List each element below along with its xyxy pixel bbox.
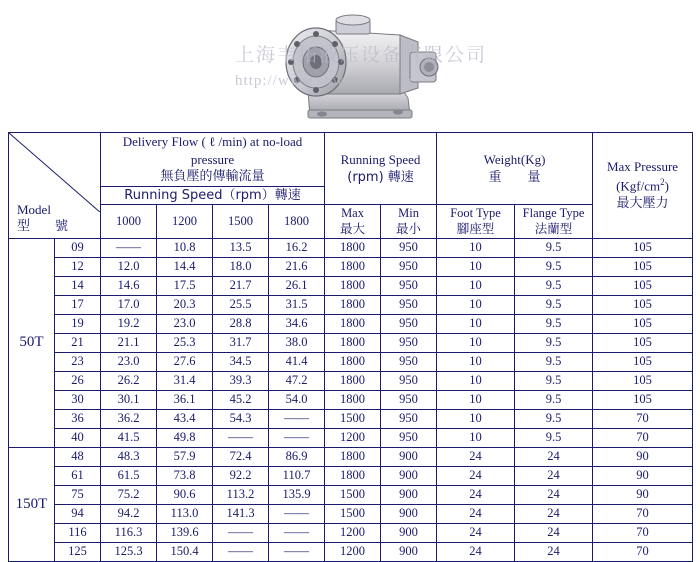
row-flow-1200: 25.3 [157, 333, 213, 352]
row-weight-flange: 9.5 [515, 295, 593, 314]
row-size: 125 [55, 542, 101, 561]
header-weight [437, 133, 593, 205]
table-header-row-1 [9, 133, 693, 187]
row-max-pressure: 105 [593, 238, 693, 257]
running-speed-cn: (rpm) 轉速 [347, 169, 414, 185]
row-weight-foot: 10 [437, 409, 515, 428]
row-weight-flange: 9.5 [515, 276, 593, 295]
row-flow-1500: 25.5 [213, 295, 269, 314]
row-max-pressure: 70 [593, 428, 693, 447]
header-speed-max-en: Max [341, 206, 364, 221]
row-flow-1000: 14.6 [101, 276, 157, 295]
row-max-pressure: 90 [593, 485, 693, 504]
row-flow-1500: 39.3 [213, 371, 269, 390]
header-speed-max [325, 205, 381, 239]
row-flow-1800: 86.9 [269, 447, 325, 466]
header-running-speed [325, 133, 437, 205]
table-body [9, 238, 693, 561]
row-flow-1500: 54.3 [213, 409, 269, 428]
row-weight-foot: 10 [437, 276, 515, 295]
row-size: 09 [55, 238, 101, 257]
row-flow-1800: —— [269, 428, 325, 447]
diagonal-divider-icon [9, 133, 100, 212]
row-size: 61 [55, 466, 101, 485]
hydraulic-gear-pump-photo [250, 2, 450, 128]
table-row [9, 333, 693, 352]
row-flow-1200: 10.8 [157, 238, 213, 257]
row-weight-foot: 10 [437, 257, 515, 276]
row-speed-max: 1800 [325, 314, 381, 333]
row-speed-min: 950 [381, 333, 437, 352]
row-flow-1200: 14.4 [157, 257, 213, 276]
row-max-pressure: 105 [593, 295, 693, 314]
row-weight-flange: 9.5 [515, 428, 593, 447]
row-flow-1500: —— [213, 542, 269, 561]
row-flow-1500: —— [213, 428, 269, 447]
row-speed-min: 900 [381, 523, 437, 542]
row-weight-flange: 9.5 [515, 314, 593, 333]
row-speed-max: 1200 [325, 428, 381, 447]
row-speed-min: 900 [381, 504, 437, 523]
row-flow-1200: 90.6 [157, 485, 213, 504]
row-weight-flange: 9.5 [515, 371, 593, 390]
row-weight-foot: 10 [437, 352, 515, 371]
row-weight-flange: 9.5 [515, 333, 593, 352]
row-weight-foot: 10 [437, 314, 515, 333]
header-max-pressure [593, 133, 693, 239]
header-speed-1200: 1200 [157, 205, 213, 239]
specification-table [8, 132, 693, 562]
row-size: 23 [55, 352, 101, 371]
row-speed-min: 950 [381, 371, 437, 390]
row-flow-1800: 31.5 [269, 295, 325, 314]
table-row [9, 390, 693, 409]
row-size: 26 [55, 371, 101, 390]
row-weight-foot: 10 [437, 295, 515, 314]
row-max-pressure: 105 [593, 257, 693, 276]
row-speed-min: 950 [381, 257, 437, 276]
header-delivery-flow [101, 133, 325, 187]
row-speed-max: 1800 [325, 390, 381, 409]
row-flow-1800: —— [269, 504, 325, 523]
row-size: 75 [55, 485, 101, 504]
row-max-pressure: 90 [593, 466, 693, 485]
row-flow-1800: —— [269, 542, 325, 561]
row-speed-min: 950 [381, 276, 437, 295]
table-row [9, 314, 693, 333]
row-speed-max: 1200 [325, 542, 381, 561]
row-flow-1000: 36.2 [101, 409, 157, 428]
row-weight-foot: 24 [437, 447, 515, 466]
table-row [9, 238, 693, 257]
row-size: 30 [55, 390, 101, 409]
row-weight-flange: 24 [515, 466, 593, 485]
max-pressure-unit-main: (Kgf/cm [616, 178, 661, 194]
row-flow-1200: 27.6 [157, 352, 213, 371]
row-flow-1000: 21.1 [101, 333, 157, 352]
max-pressure-unit [593, 176, 692, 195]
delivery-flow-cn: 無負壓的傳輸流量 [160, 169, 265, 185]
row-speed-max: 1800 [325, 352, 381, 371]
row-flow-1000: 23.0 [101, 352, 157, 371]
header-speed-min [381, 205, 437, 239]
row-flow-1500: 72.4 [213, 447, 269, 466]
row-flow-1800: 16.2 [269, 238, 325, 257]
row-weight-foot: 10 [437, 238, 515, 257]
row-flow-1000: 116.3 [101, 523, 157, 542]
row-flow-1500: 141.3 [213, 504, 269, 523]
row-speed-min: 950 [381, 390, 437, 409]
row-speed-min: 900 [381, 447, 437, 466]
row-speed-min: 900 [381, 466, 437, 485]
row-flow-1800: 34.6 [269, 314, 325, 333]
header-running-speed-rpm: Running Speed（rpm）轉速 [101, 186, 325, 205]
watermark-url: http://www.shweituo.com [235, 73, 413, 89]
corner-label-en: Model [17, 201, 51, 217]
model-corner-cell [9, 133, 101, 239]
table-row [9, 428, 693, 447]
row-flow-1200: 113.0 [157, 504, 213, 523]
table-row [9, 485, 693, 504]
row-flow-1200: 57.9 [157, 447, 213, 466]
row-weight-flange: 24 [515, 523, 593, 542]
row-max-pressure: 105 [593, 390, 693, 409]
row-size: 14 [55, 276, 101, 295]
row-speed-min: 950 [381, 409, 437, 428]
row-flow-1000: 17.0 [101, 295, 157, 314]
table-row [9, 371, 693, 390]
row-flow-1200: 43.4 [157, 409, 213, 428]
max-pressure-cn: 最大壓力 [616, 195, 669, 211]
row-weight-flange: 24 [515, 447, 593, 466]
row-size: 116 [55, 523, 101, 542]
row-max-pressure: 105 [593, 314, 693, 333]
row-speed-max: 1200 [325, 523, 381, 542]
row-max-pressure: 70 [593, 542, 693, 561]
row-flow-1800: 47.2 [269, 371, 325, 390]
table-row [9, 466, 693, 485]
row-max-pressure: 105 [593, 333, 693, 352]
row-size: 48 [55, 447, 101, 466]
row-speed-min: 950 [381, 295, 437, 314]
row-speed-max: 1800 [325, 257, 381, 276]
row-flow-1200: 150.4 [157, 542, 213, 561]
row-max-pressure: 70 [593, 504, 693, 523]
row-speed-max: 1500 [325, 485, 381, 504]
row-size: 94 [55, 504, 101, 523]
header-weight-foot-cn: 腳座型 [456, 221, 495, 237]
row-flow-1000: 19.2 [101, 314, 157, 333]
row-weight-foot: 10 [437, 333, 515, 352]
table-row [9, 352, 693, 371]
row-flow-1500: 92.2 [213, 466, 269, 485]
row-flow-1000: 75.2 [101, 485, 157, 504]
row-weight-foot: 24 [437, 485, 515, 504]
row-weight-foot: 24 [437, 504, 515, 523]
row-flow-1200: 139.6 [157, 523, 213, 542]
row-speed-max: 1800 [325, 333, 381, 352]
row-flow-1500: 28.8 [213, 314, 269, 333]
table-row [9, 542, 693, 561]
weight-cn: 重 量 [488, 169, 541, 185]
model-group-50T: 50T [9, 238, 55, 447]
row-flow-1200: 49.8 [157, 428, 213, 447]
row-flow-1500: —— [213, 523, 269, 542]
row-weight-flange: 9.5 [515, 352, 593, 371]
max-pressure-unit-sup: 2 [660, 176, 665, 187]
row-weight-foot: 10 [437, 428, 515, 447]
row-speed-min: 950 [381, 238, 437, 257]
corner-label-cn: 型 號 [17, 218, 75, 234]
table-row [9, 447, 693, 466]
row-weight-foot: 24 [437, 466, 515, 485]
header-weight-flange-en: Flange Type [522, 206, 585, 221]
row-flow-1000: 12.0 [101, 257, 157, 276]
table-row [9, 257, 693, 276]
row-flow-1800: 21.6 [269, 257, 325, 276]
row-flow-1200: 20.3 [157, 295, 213, 314]
row-flow-1200: 31.4 [157, 371, 213, 390]
row-max-pressure: 70 [593, 523, 693, 542]
row-flow-1800: 26.1 [269, 276, 325, 295]
row-weight-flange: 24 [515, 542, 593, 561]
row-flow-1200: 36.1 [157, 390, 213, 409]
row-max-pressure: 90 [593, 447, 693, 466]
row-flow-1500: 13.5 [213, 238, 269, 257]
row-flow-1500: 21.7 [213, 276, 269, 295]
row-weight-foot: 24 [437, 542, 515, 561]
row-flow-1000: 41.5 [101, 428, 157, 447]
row-weight-flange: 9.5 [515, 390, 593, 409]
row-speed-min: 900 [381, 542, 437, 561]
row-speed-min: 950 [381, 428, 437, 447]
header-speed-1500: 1500 [213, 205, 269, 239]
row-speed-max: 1800 [325, 466, 381, 485]
row-size: 40 [55, 428, 101, 447]
row-speed-min: 950 [381, 352, 437, 371]
row-flow-1800: 38.0 [269, 333, 325, 352]
row-speed-max: 1500 [325, 409, 381, 428]
row-max-pressure: 105 [593, 371, 693, 390]
row-flow-1000: 26.2 [101, 371, 157, 390]
row-flow-1200: 23.0 [157, 314, 213, 333]
row-flow-1500: 31.7 [213, 333, 269, 352]
row-speed-max: 1800 [325, 371, 381, 390]
row-speed-max: 1800 [325, 447, 381, 466]
row-speed-max: 1800 [325, 238, 381, 257]
row-speed-min: 950 [381, 314, 437, 333]
row-weight-flange: 9.5 [515, 238, 593, 257]
row-flow-1000: 125.3 [101, 542, 157, 561]
header-speed-max-cn: 最大 [340, 221, 366, 237]
row-speed-max: 1800 [325, 276, 381, 295]
row-flow-1500: 18.0 [213, 257, 269, 276]
table-row [9, 295, 693, 314]
table-header-row-3 [9, 205, 693, 239]
row-flow-1500: 113.2 [213, 485, 269, 504]
row-flow-1000: 94.2 [101, 504, 157, 523]
header-speed-1800: 1800 [269, 205, 325, 239]
row-speed-max: 1800 [325, 295, 381, 314]
row-size: 36 [55, 409, 101, 428]
row-size: 19 [55, 314, 101, 333]
row-flow-1800: —— [269, 523, 325, 542]
row-weight-flange: 24 [515, 504, 593, 523]
row-speed-max: 1500 [325, 504, 381, 523]
row-flow-1800: 110.7 [269, 466, 325, 485]
product-image-area [0, 0, 700, 130]
row-size: 21 [55, 333, 101, 352]
header-weight-flange-cn: 法蘭型 [534, 221, 573, 237]
row-weight-foot: 10 [437, 390, 515, 409]
row-flow-1800: 41.4 [269, 352, 325, 371]
row-max-pressure: 70 [593, 409, 693, 428]
header-speed-min-cn: 最小 [396, 221, 422, 237]
row-weight-flange: 9.5 [515, 257, 593, 276]
row-speed-min: 900 [381, 485, 437, 504]
row-flow-1000: 61.5 [101, 466, 157, 485]
row-flow-1000: 48.3 [101, 447, 157, 466]
row-flow-1800: 135.9 [269, 485, 325, 504]
weight-en: Weight(Kg) [483, 152, 546, 168]
row-weight-flange: 24 [515, 485, 593, 504]
running-speed-en: Running Speed [340, 152, 421, 168]
header-weight-foot [437, 205, 515, 239]
header-weight-flange [515, 205, 593, 239]
row-flow-1000: 30.1 [101, 390, 157, 409]
row-flow-1200: 73.8 [157, 466, 213, 485]
row-max-pressure: 105 [593, 276, 693, 295]
header-speed-min-en: Min [398, 206, 419, 221]
delivery-flow-en: Delivery Flow ( ℓ /min) at no-load pressure [122, 134, 303, 167]
table-row [9, 523, 693, 542]
row-size: 17 [55, 295, 101, 314]
row-weight-foot: 24 [437, 523, 515, 542]
row-max-pressure: 105 [593, 352, 693, 371]
row-flow-1800: —— [269, 409, 325, 428]
table-row [9, 504, 693, 523]
row-flow-1200: 17.5 [157, 276, 213, 295]
table-row [9, 409, 693, 428]
watermark-company: 上海韦拓液压设备有限公司 [235, 44, 488, 66]
row-weight-foot: 10 [437, 371, 515, 390]
header-speed-1000: 1000 [101, 205, 157, 239]
row-weight-flange: 9.5 [515, 409, 593, 428]
row-flow-1500: 34.5 [213, 352, 269, 371]
header-weight-foot-en: Foot Type [450, 206, 501, 221]
row-flow-1800: 54.0 [269, 390, 325, 409]
max-pressure-en: Max Pressure [606, 159, 679, 175]
row-size: 12 [55, 257, 101, 276]
model-group-150T: 150T [9, 447, 55, 561]
row-flow-1000: —— [101, 238, 157, 257]
table-row [9, 276, 693, 295]
row-flow-1500: 45.2 [213, 390, 269, 409]
max-pressure-unit-close: ) [664, 178, 669, 194]
